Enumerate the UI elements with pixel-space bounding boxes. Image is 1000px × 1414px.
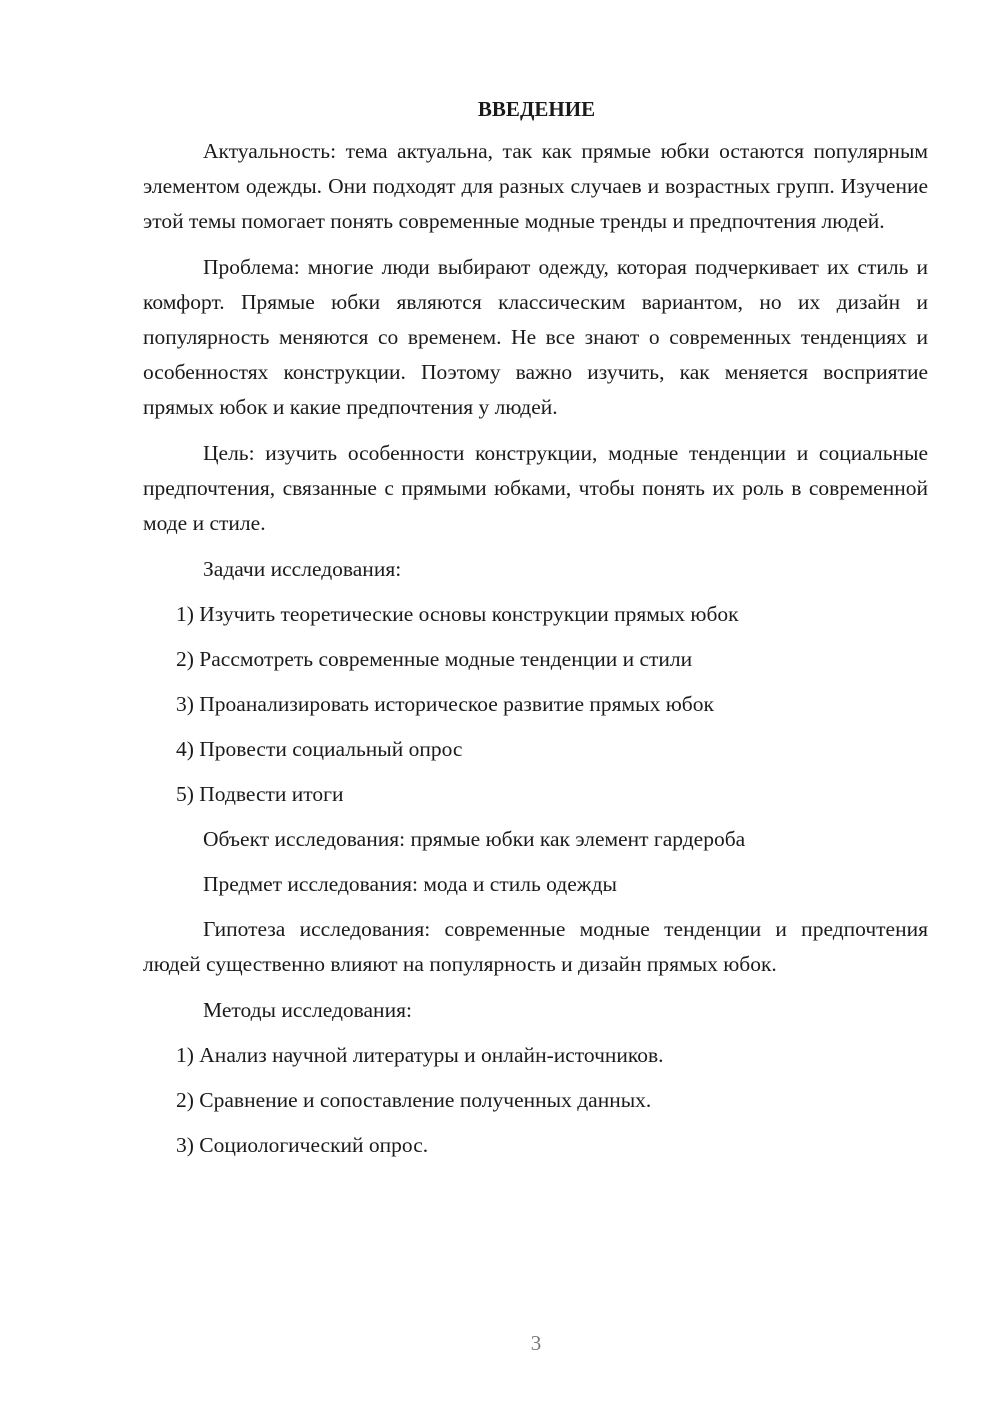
list-item: 3) Проанализировать историческое развитие прямых юбок <box>176 692 714 716</box>
methods-list <box>143 1038 928 1163</box>
tasks-list <box>143 597 928 812</box>
list-item: 3) Социологический опрос. <box>176 1133 429 1157</box>
list-item: 2) Рассмотреть современные модные тенденции и стили <box>176 647 693 671</box>
hypothesis-paragraph: Гипотеза исследования: современные модные тенденции и предпочтения людей существенно влияют на популярность и дизайн прямых юбок. <box>143 917 928 976</box>
object-paragraph: Объект исследования: прямые юбки как элемент гардероба <box>203 827 746 851</box>
methods-title: Методы исследования: <box>203 998 412 1022</box>
subject-paragraph: Предмет исследования: мода и стиль одежды <box>203 872 618 896</box>
goal-paragraph: Цель: изучить особенности конструкции, модные тенденции и социальные предпочтения, связанные с прямыми юбками, чтобы понять их роль в современной моде и стиле. <box>143 441 928 535</box>
relevance-paragraph: Актуальность: тема актуальна, так как прямые юбки остаются популярным элементом одежды. Они подходят для разных случаев и возрастных групп. Изучение этой темы помогает понять современные модные тренды и предпочтения людей. <box>143 139 928 233</box>
list-item: 5) Подвести итоги <box>176 782 344 806</box>
list-item: 1) Изучить теоретические основы конструкции прямых юбок <box>176 602 739 626</box>
problem-paragraph: Проблема: многие люди выбирают одежду, которая подчеркивает их стиль и комфорт. Прямые юбки являются классическим вариантом, но их дизайн и популярность меняются со временем. Не все знают о современных тенденциях и особенностях конструкции. Поэтому важно изучить, как меняется восприятие прямых юбок и какие предпочтения у людей. <box>143 255 928 419</box>
section-heading: ВВЕДЕНИЕ <box>477 97 596 121</box>
document-page <box>143 92 928 1173</box>
page-number: 3 <box>530 1331 542 1355</box>
tasks-title: Задачи исследования: <box>203 557 402 581</box>
list-item: 4) Провести социальный опрос <box>176 737 463 761</box>
list-item: 2) Сравнение и сопоставление полученных данных. <box>176 1088 652 1112</box>
list-item: 1) Анализ научной литературы и онлайн-источников. <box>176 1043 664 1067</box>
